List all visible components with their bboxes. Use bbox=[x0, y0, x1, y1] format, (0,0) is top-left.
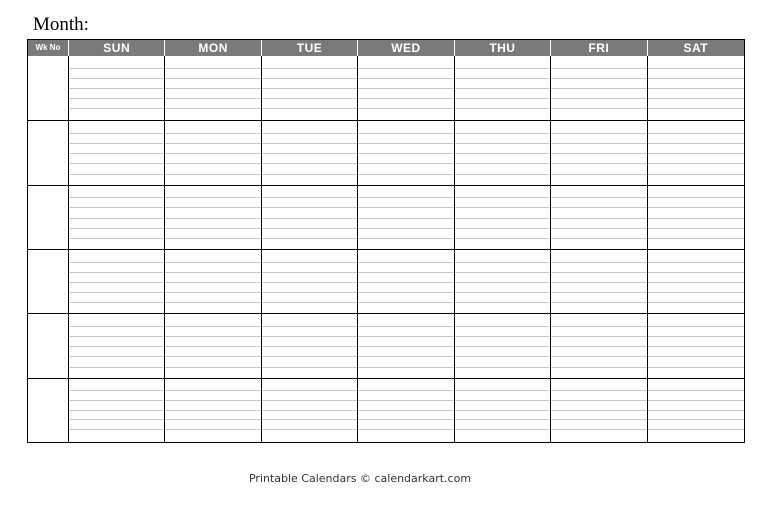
note-line bbox=[455, 419, 550, 420]
note-line bbox=[455, 98, 550, 99]
note-line bbox=[551, 88, 646, 89]
note-line bbox=[69, 367, 164, 368]
note-line bbox=[551, 326, 646, 327]
note-line bbox=[551, 419, 646, 420]
week-row bbox=[28, 120, 744, 184]
note-line bbox=[358, 197, 453, 198]
week-number-cell[interactable] bbox=[28, 56, 69, 120]
note-line bbox=[648, 400, 744, 401]
note-line bbox=[262, 302, 357, 303]
day-header-sun: SUN bbox=[69, 40, 165, 56]
note-line bbox=[648, 419, 744, 420]
note-line bbox=[69, 336, 164, 337]
note-line bbox=[262, 197, 357, 198]
note-line bbox=[551, 238, 646, 239]
note-line bbox=[165, 143, 260, 144]
note-line bbox=[69, 272, 164, 273]
note-line bbox=[358, 390, 453, 391]
note-line bbox=[648, 163, 744, 164]
note-line bbox=[165, 282, 260, 283]
day-cell-tue[interactable] bbox=[262, 314, 358, 377]
note-line bbox=[648, 68, 744, 69]
day-cell-fri[interactable] bbox=[551, 379, 647, 442]
note-line bbox=[358, 228, 453, 229]
note-line bbox=[455, 390, 550, 391]
note-line bbox=[551, 68, 646, 69]
note-line bbox=[358, 272, 453, 273]
note-line bbox=[69, 346, 164, 347]
note-line bbox=[551, 367, 646, 368]
note-line bbox=[262, 400, 357, 401]
note-line bbox=[648, 302, 744, 303]
note-line bbox=[455, 143, 550, 144]
note-line bbox=[358, 153, 453, 154]
week-number-cell[interactable] bbox=[28, 250, 69, 313]
note-line bbox=[455, 174, 550, 175]
note-line bbox=[165, 390, 260, 391]
note-line bbox=[551, 272, 646, 273]
note-line bbox=[455, 88, 550, 89]
note-line bbox=[551, 346, 646, 347]
note-line bbox=[69, 410, 164, 411]
note-line bbox=[551, 429, 646, 430]
note-line bbox=[69, 197, 164, 198]
day-cell-wed[interactable] bbox=[358, 56, 454, 120]
note-line bbox=[358, 68, 453, 69]
note-line bbox=[455, 163, 550, 164]
note-line bbox=[165, 88, 260, 89]
note-line bbox=[648, 326, 744, 327]
day-cell-sun[interactable] bbox=[69, 314, 165, 377]
note-line bbox=[262, 346, 357, 347]
note-line bbox=[358, 78, 453, 79]
note-line bbox=[648, 272, 744, 273]
day-cell-fri[interactable] bbox=[551, 186, 647, 249]
day-cell-sat[interactable] bbox=[648, 121, 744, 184]
month-label: Month: bbox=[33, 14, 89, 35]
note-line bbox=[648, 133, 744, 134]
note-line bbox=[551, 197, 646, 198]
day-cell-wed[interactable] bbox=[358, 250, 454, 313]
note-line bbox=[165, 419, 260, 420]
note-line bbox=[262, 68, 357, 69]
note-line bbox=[165, 228, 260, 229]
day-cell-sun[interactable] bbox=[69, 250, 165, 313]
note-line bbox=[648, 78, 744, 79]
note-line bbox=[551, 78, 646, 79]
note-line bbox=[262, 429, 357, 430]
note-line bbox=[69, 292, 164, 293]
day-cell-thu[interactable] bbox=[455, 186, 551, 249]
day-cell-tue[interactable] bbox=[262, 121, 358, 184]
note-line bbox=[455, 272, 550, 273]
week-row bbox=[28, 249, 744, 313]
note-line bbox=[455, 78, 550, 79]
note-line bbox=[358, 133, 453, 134]
week-number-cell[interactable] bbox=[28, 121, 69, 184]
note-line bbox=[165, 197, 260, 198]
note-line bbox=[165, 272, 260, 273]
note-line bbox=[551, 390, 646, 391]
note-line bbox=[69, 153, 164, 154]
note-line bbox=[455, 302, 550, 303]
day-cell-tue[interactable] bbox=[262, 56, 358, 120]
note-line bbox=[262, 133, 357, 134]
note-line bbox=[165, 400, 260, 401]
day-cell-thu[interactable] bbox=[455, 56, 551, 120]
week-row bbox=[28, 185, 744, 249]
note-line bbox=[551, 143, 646, 144]
note-line bbox=[358, 98, 453, 99]
day-header-thu: THU bbox=[455, 40, 551, 56]
note-line bbox=[165, 78, 260, 79]
note-line bbox=[455, 153, 550, 154]
note-line bbox=[358, 410, 453, 411]
note-line bbox=[262, 272, 357, 273]
note-line bbox=[648, 98, 744, 99]
day-cell-tue[interactable] bbox=[262, 250, 358, 313]
note-line bbox=[648, 262, 744, 263]
day-cell-fri[interactable] bbox=[551, 314, 647, 377]
note-line bbox=[165, 326, 260, 327]
note-line bbox=[165, 68, 260, 69]
note-line bbox=[551, 400, 646, 401]
day-cell-mon[interactable] bbox=[165, 250, 261, 313]
note-line bbox=[69, 78, 164, 79]
day-cell-mon[interactable] bbox=[165, 56, 261, 120]
note-line bbox=[69, 356, 164, 357]
day-cell-thu[interactable] bbox=[455, 250, 551, 313]
note-line bbox=[551, 163, 646, 164]
note-line bbox=[551, 108, 646, 109]
note-line bbox=[262, 98, 357, 99]
day-cell-wed[interactable] bbox=[358, 186, 454, 249]
note-line bbox=[551, 282, 646, 283]
note-line bbox=[69, 326, 164, 327]
day-cell-mon[interactable] bbox=[165, 121, 261, 184]
note-line bbox=[551, 302, 646, 303]
note-line bbox=[262, 336, 357, 337]
week-row bbox=[28, 378, 744, 442]
day-cell-thu[interactable] bbox=[455, 314, 551, 377]
note-line bbox=[551, 336, 646, 337]
note-line bbox=[455, 218, 550, 219]
note-line bbox=[648, 390, 744, 391]
note-line bbox=[648, 218, 744, 219]
day-cell-thu[interactable] bbox=[455, 121, 551, 184]
day-header-wed: WED bbox=[358, 40, 454, 56]
day-cell-mon[interactable] bbox=[165, 379, 261, 442]
note-line bbox=[69, 390, 164, 391]
note-line bbox=[165, 163, 260, 164]
note-line bbox=[455, 400, 550, 401]
note-line bbox=[358, 367, 453, 368]
note-line bbox=[262, 238, 357, 239]
day-cell-fri[interactable] bbox=[551, 250, 647, 313]
note-line bbox=[165, 336, 260, 337]
footer-credit: Printable Calendars © calendarkart.com bbox=[248, 472, 472, 485]
note-line bbox=[262, 108, 357, 109]
week-number-cell[interactable] bbox=[28, 314, 69, 377]
note-line bbox=[648, 108, 744, 109]
day-cell-sat[interactable] bbox=[648, 186, 744, 249]
note-line bbox=[551, 207, 646, 208]
note-line bbox=[455, 346, 550, 347]
note-line bbox=[262, 143, 357, 144]
note-line bbox=[455, 367, 550, 368]
note-line bbox=[648, 238, 744, 239]
weekday-header bbox=[28, 40, 744, 56]
note-line bbox=[551, 98, 646, 99]
day-cell-wed[interactable] bbox=[358, 379, 454, 442]
note-line bbox=[165, 98, 260, 99]
calendar-grid bbox=[27, 39, 745, 443]
week-row bbox=[28, 56, 744, 120]
note-line bbox=[358, 108, 453, 109]
note-line bbox=[69, 228, 164, 229]
note-line bbox=[165, 262, 260, 263]
note-line bbox=[262, 410, 357, 411]
note-line bbox=[551, 356, 646, 357]
note-line bbox=[551, 292, 646, 293]
note-line bbox=[165, 108, 260, 109]
note-line bbox=[262, 292, 357, 293]
note-line bbox=[69, 174, 164, 175]
note-line bbox=[648, 197, 744, 198]
note-line bbox=[358, 400, 453, 401]
note-line bbox=[358, 88, 453, 89]
note-line bbox=[262, 218, 357, 219]
note-line bbox=[551, 228, 646, 229]
note-line bbox=[262, 282, 357, 283]
note-line bbox=[69, 302, 164, 303]
day-cell-mon[interactable] bbox=[165, 186, 261, 249]
note-line bbox=[358, 218, 453, 219]
day-header-tue: TUE bbox=[262, 40, 358, 56]
note-line bbox=[69, 163, 164, 164]
day-header-sat: SAT bbox=[683, 41, 709, 55]
note-line bbox=[262, 228, 357, 229]
note-line bbox=[648, 228, 744, 229]
note-line bbox=[455, 262, 550, 263]
day-cell-tue[interactable] bbox=[262, 186, 358, 249]
note-line bbox=[69, 238, 164, 239]
note-line bbox=[358, 143, 453, 144]
note-line bbox=[262, 367, 357, 368]
note-line bbox=[455, 68, 550, 69]
note-line bbox=[165, 207, 260, 208]
note-line bbox=[455, 207, 550, 208]
note-line bbox=[69, 133, 164, 134]
note-line bbox=[455, 292, 550, 293]
note-line bbox=[262, 153, 357, 154]
day-cell-thu[interactable] bbox=[455, 379, 551, 442]
note-line bbox=[69, 282, 164, 283]
note-line bbox=[358, 429, 453, 430]
day-header-fri: FRI bbox=[551, 40, 647, 56]
day-cell-sun[interactable] bbox=[69, 186, 165, 249]
note-line bbox=[165, 292, 260, 293]
note-line bbox=[455, 133, 550, 134]
note-line bbox=[455, 356, 550, 357]
note-line bbox=[165, 238, 260, 239]
day-cell-sat[interactable] bbox=[648, 379, 744, 442]
day-cell-mon[interactable] bbox=[165, 314, 261, 377]
note-line bbox=[455, 336, 550, 337]
note-line bbox=[551, 410, 646, 411]
day-cell-sun[interactable] bbox=[69, 379, 165, 442]
note-line bbox=[165, 153, 260, 154]
note-line bbox=[358, 282, 453, 283]
note-line bbox=[358, 326, 453, 327]
note-line bbox=[648, 346, 744, 347]
note-line bbox=[165, 356, 260, 357]
day-cell-sun[interactable] bbox=[69, 121, 165, 184]
note-line bbox=[358, 163, 453, 164]
note-line bbox=[165, 174, 260, 175]
note-line bbox=[69, 429, 164, 430]
note-line bbox=[69, 400, 164, 401]
note-line bbox=[455, 238, 550, 239]
note-line bbox=[358, 262, 453, 263]
day-cell-wed[interactable] bbox=[358, 121, 454, 184]
note-line bbox=[358, 302, 453, 303]
note-line bbox=[262, 78, 357, 79]
day-cell-sun[interactable] bbox=[69, 56, 165, 120]
note-line bbox=[262, 326, 357, 327]
note-line bbox=[165, 302, 260, 303]
note-line bbox=[648, 153, 744, 154]
note-line bbox=[648, 174, 744, 175]
note-line bbox=[455, 228, 550, 229]
note-line bbox=[165, 346, 260, 347]
note-line bbox=[69, 207, 164, 208]
day-cell-sat[interactable] bbox=[648, 56, 744, 120]
note-line bbox=[648, 336, 744, 337]
note-line bbox=[358, 336, 453, 337]
week-number-cell[interactable] bbox=[28, 379, 69, 442]
note-line bbox=[551, 218, 646, 219]
note-line bbox=[358, 174, 453, 175]
note-line bbox=[648, 143, 744, 144]
note-line bbox=[262, 419, 357, 420]
note-line bbox=[358, 207, 453, 208]
note-line bbox=[648, 356, 744, 357]
day-cell-sat[interactable] bbox=[648, 314, 744, 377]
note-line bbox=[165, 367, 260, 368]
note-line bbox=[551, 174, 646, 175]
day-cell-sat[interactable] bbox=[648, 250, 744, 313]
note-line bbox=[165, 133, 260, 134]
note-line bbox=[358, 356, 453, 357]
note-line bbox=[69, 262, 164, 263]
day-header-mon: MON bbox=[165, 40, 261, 56]
note-line bbox=[262, 174, 357, 175]
note-line bbox=[165, 410, 260, 411]
note-line bbox=[455, 326, 550, 327]
day-cell-tue[interactable] bbox=[262, 379, 358, 442]
note-line bbox=[358, 419, 453, 420]
note-line bbox=[69, 143, 164, 144]
note-line bbox=[262, 88, 357, 89]
note-line bbox=[358, 238, 453, 239]
note-line bbox=[262, 356, 357, 357]
note-line bbox=[69, 68, 164, 69]
note-line bbox=[69, 419, 164, 420]
note-line bbox=[262, 390, 357, 391]
note-line bbox=[69, 108, 164, 109]
note-line bbox=[69, 88, 164, 89]
day-cell-wed[interactable] bbox=[358, 314, 454, 377]
note-line bbox=[455, 410, 550, 411]
week-number-header: Wk No bbox=[28, 40, 69, 56]
day-cell-fri[interactable] bbox=[551, 121, 647, 184]
note-line bbox=[165, 429, 260, 430]
note-line bbox=[262, 262, 357, 263]
note-line bbox=[551, 133, 646, 134]
note-line bbox=[648, 429, 744, 430]
note-line bbox=[648, 88, 744, 89]
note-line bbox=[455, 282, 550, 283]
note-line bbox=[165, 218, 260, 219]
note-line bbox=[455, 197, 550, 198]
note-line bbox=[358, 346, 453, 347]
note-line bbox=[551, 262, 646, 263]
week-row bbox=[28, 313, 744, 377]
note-line bbox=[358, 292, 453, 293]
note-line bbox=[551, 153, 646, 154]
note-line bbox=[69, 98, 164, 99]
note-line bbox=[455, 429, 550, 430]
note-line bbox=[648, 207, 744, 208]
note-line bbox=[648, 410, 744, 411]
note-line bbox=[648, 282, 744, 283]
note-line bbox=[262, 207, 357, 208]
note-line bbox=[455, 108, 550, 109]
note-line bbox=[262, 163, 357, 164]
week-number-cell[interactable] bbox=[28, 186, 69, 249]
note-line bbox=[648, 292, 744, 293]
note-line bbox=[648, 367, 744, 368]
day-cell-fri[interactable] bbox=[551, 56, 647, 120]
note-line bbox=[69, 218, 164, 219]
